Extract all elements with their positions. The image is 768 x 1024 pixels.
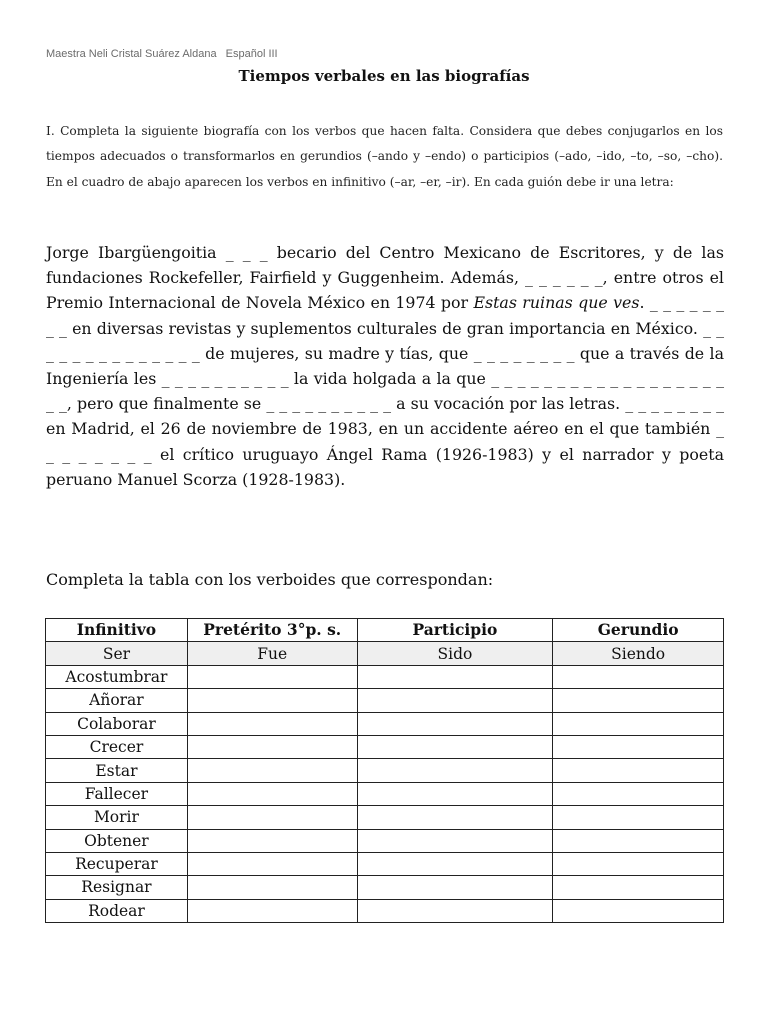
infinitivo-cell: Crecer (46, 735, 188, 758)
gerundio-cell[interactable] (553, 665, 724, 688)
table-instructions: Completa la tabla con los verboides que correspondan: (46, 570, 494, 589)
page-title: Tiempos verbales en las biografías (238, 67, 530, 85)
participio-cell[interactable] (357, 852, 553, 875)
example-gerundio: Siendo (553, 642, 724, 665)
teacher-header (46, 48, 278, 60)
table-row (46, 735, 724, 758)
participio-cell[interactable] (357, 735, 553, 758)
participio-cell[interactable] (357, 876, 553, 899)
gerundio-cell[interactable] (553, 759, 724, 782)
header-gerundio: Gerundio (553, 619, 724, 642)
preterito-cell[interactable] (187, 829, 357, 852)
gerundio-cell[interactable] (553, 782, 724, 805)
gerundio-cell[interactable] (553, 689, 724, 712)
header-preterito: Pretérito 3°p. s. (187, 619, 357, 642)
gerundio-cell[interactable] (553, 829, 724, 852)
subject-name: Español III (225, 48, 278, 60)
infinitivo-cell: Añorar (46, 689, 188, 712)
participio-cell[interactable] (357, 829, 553, 852)
gerundio-cell[interactable] (553, 876, 724, 899)
table-row (46, 689, 724, 712)
biography-part-2: . _ _ _ _ _ _ _ _ en diversas revistas y suplementos culturales de gran importancia en México. _ _ _ _ _ _ _ _ _ _ _ _ _ _ de mujeres, su madre y tías, que _ _ _ _ _ _ _ _ que a través de la Ingeniería les _ _ _ _ _ _ _ _ _ _ la vida holgada a la que _ _ _ _ _ _ _ _ _ _ _ _ _ _ _ _ _ _ _ _, pero que finalmente se _ _ _ _ _ _ _ _ _ _ a su vocación por las letras. _ _ _ _ _ _ _ _ en Madrid, el 26 de noviembre de 1983, en un accidente aéreo en el que también _ _ _ _ _ _ _ _ el crítico uruguayo Ángel Rama (1926-1983) y el narrador y poeta peruano Manuel Scorza (1928-1983). (46, 293, 724, 489)
preterito-cell[interactable] (187, 806, 357, 829)
infinitivo-cell: Obtener (46, 829, 188, 852)
preterito-cell[interactable] (187, 759, 357, 782)
preterito-cell[interactable] (187, 735, 357, 758)
preterito-cell[interactable] (187, 689, 357, 712)
participio-cell[interactable] (357, 665, 553, 688)
infinitivo-cell: Rodear (46, 899, 188, 922)
example-row (46, 642, 724, 665)
table-row (46, 876, 724, 899)
example-infinitivo: Ser (46, 642, 188, 665)
gerundio-cell[interactable] (553, 899, 724, 922)
biography-paragraph (46, 240, 724, 492)
gerundio-cell[interactable] (553, 806, 724, 829)
header-infinitivo: Infinitivo (46, 619, 188, 642)
participio-cell[interactable] (357, 712, 553, 735)
table-row (46, 829, 724, 852)
table-row (46, 665, 724, 688)
preterito-cell[interactable] (187, 852, 357, 875)
participio-cell[interactable] (357, 759, 553, 782)
verb-table (45, 618, 724, 923)
header-participio: Participio (357, 619, 553, 642)
gerundio-cell[interactable] (553, 712, 724, 735)
preterito-cell[interactable] (187, 876, 357, 899)
example-preterito: Fue (187, 642, 357, 665)
preterito-cell[interactable] (187, 712, 357, 735)
teacher-name: Maestra Neli Cristal Suárez Aldana (46, 48, 217, 60)
infinitivo-cell: Morir (46, 806, 188, 829)
gerundio-cell[interactable] (553, 735, 724, 758)
example-participio: Sido (357, 642, 553, 665)
preterito-cell[interactable] (187, 899, 357, 922)
book-title: Estas ruinas que ves (473, 293, 640, 313)
table-row (46, 899, 724, 922)
table-row (46, 712, 724, 735)
participio-cell[interactable] (357, 689, 553, 712)
infinitivo-cell: Acostumbrar (46, 665, 188, 688)
instructions-text: I. Completa la siguiente biografía con los verbos que hacen falta. Considera que debes conjugarlos en los tiempos adecuados o transformarlos en gerundios (–ando y –endo) o participios (–ado, –ido, –to, –so, –cho). En el cuadro de abajo aparecen los verbos en infinitivo (–ar, –er, –ir). En cada guión debe ir una letra: (46, 124, 723, 189)
participio-cell[interactable] (357, 782, 553, 805)
preterito-cell[interactable] (187, 665, 357, 688)
gerundio-cell[interactable] (553, 852, 724, 875)
participio-cell[interactable] (357, 806, 553, 829)
table-row (46, 806, 724, 829)
table-row (46, 852, 724, 875)
table-row (46, 759, 724, 782)
infinitivo-cell: Resignar (46, 876, 188, 899)
participio-cell[interactable] (357, 899, 553, 922)
infinitivo-cell: Fallecer (46, 782, 188, 805)
table-header-row (46, 619, 724, 642)
preterito-cell[interactable] (187, 782, 357, 805)
table-row (46, 782, 724, 805)
infinitivo-cell: Estar (46, 759, 188, 782)
biography-part-1: Jorge Ibargüengoitia _ _ _ becario del Centro Mexicano de Escritores, y de las fundaciones Rockefeller, Fairfield y Guggenheim. Además, _ _ _ _ _ _, entre otros el Premio Internacional de Novela México en 1974 por (46, 243, 724, 313)
infinitivo-cell: Colaborar (46, 712, 188, 735)
infinitivo-cell: Recuperar (46, 852, 188, 875)
